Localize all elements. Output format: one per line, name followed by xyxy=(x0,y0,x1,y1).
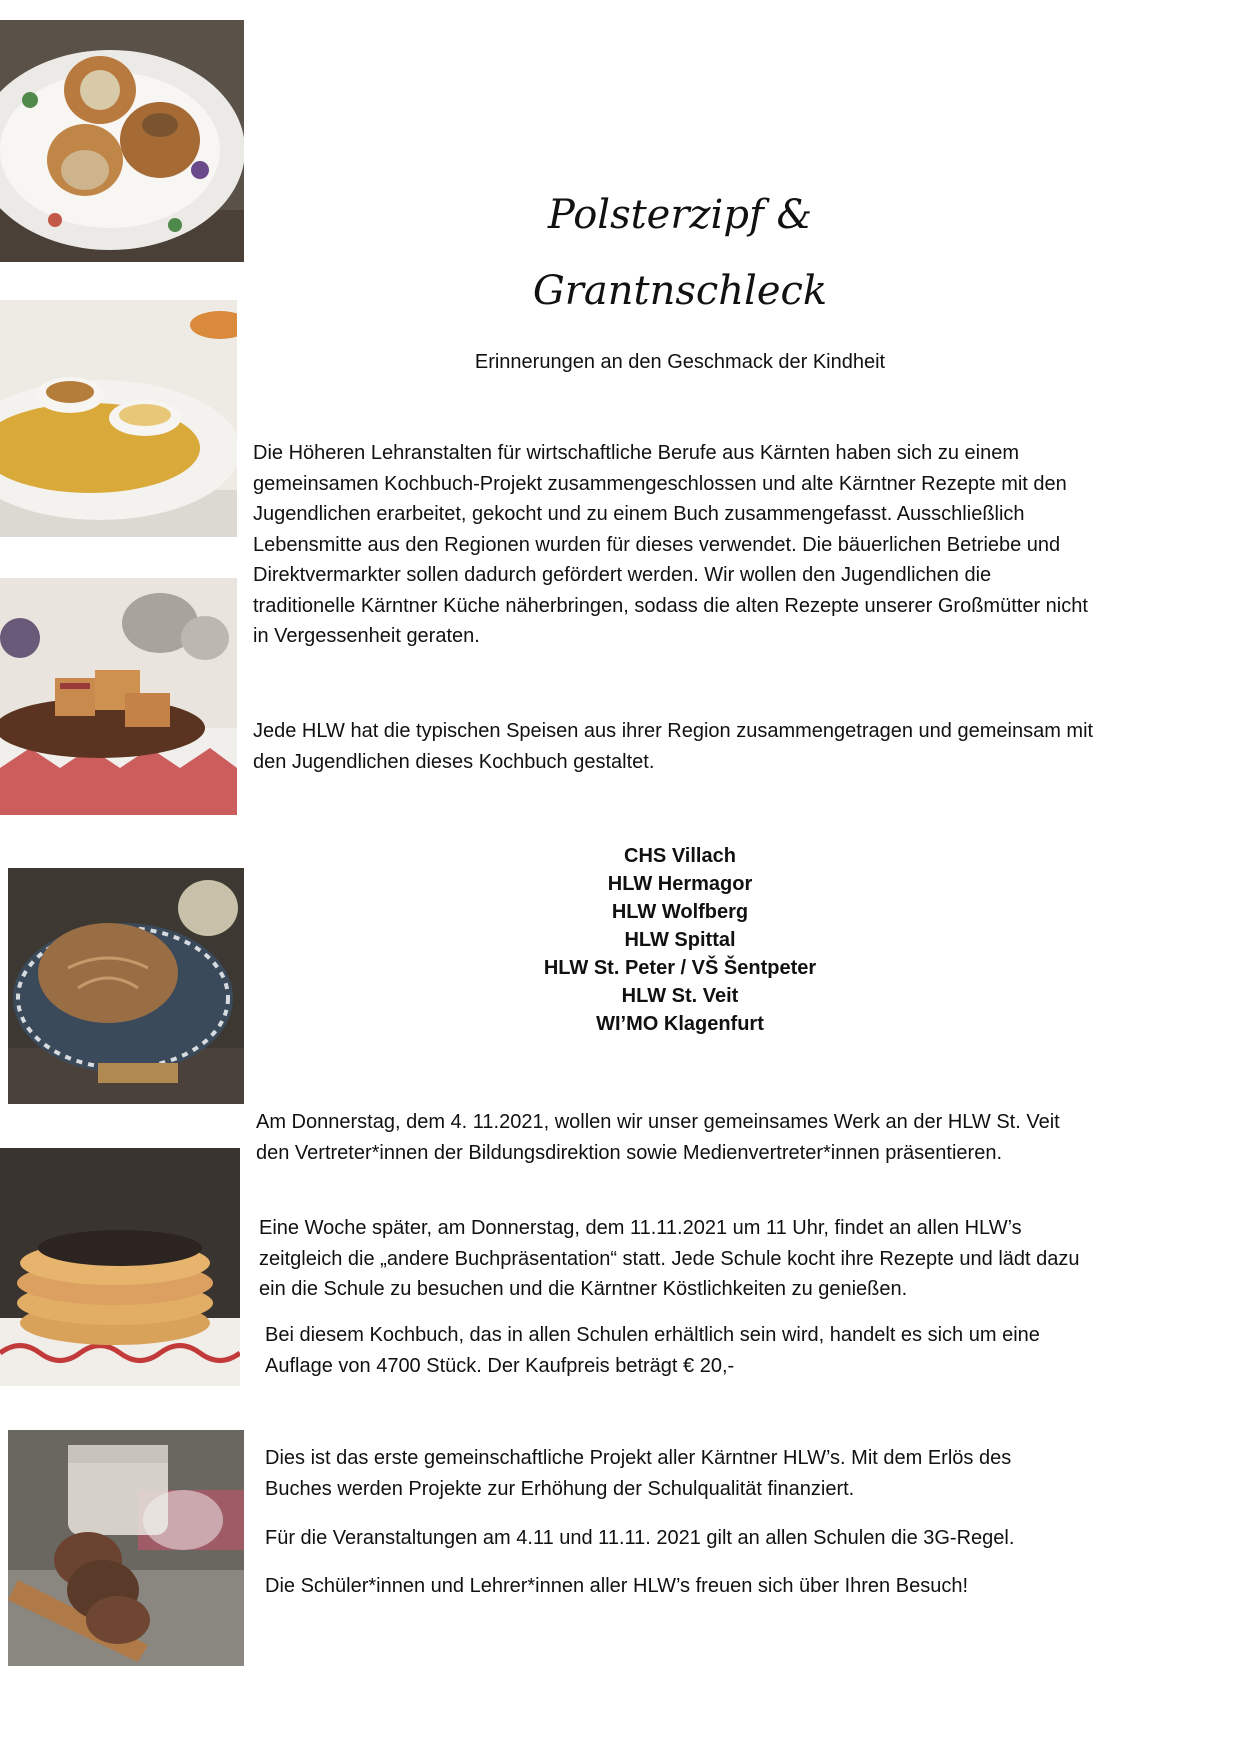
school-item: HLW Spittal xyxy=(624,929,736,951)
pastry-plate-photo xyxy=(0,20,244,262)
pancakes-photo xyxy=(0,1148,240,1386)
cake-squares-photo xyxy=(0,578,237,815)
bread-basket-photo xyxy=(8,868,244,1104)
sausage-jar-photo xyxy=(8,1430,244,1666)
school-item: HLW St. Veit xyxy=(621,985,739,1007)
thanks-paragraph: Die Schüler*innen und Lehrer*innen aller HLW’s freuen sich über Ihren Besuch! xyxy=(265,1575,968,1597)
school-list xyxy=(500,842,860,1038)
project-paragraph: Dies ist das erste gemeinschaftliche Projekt aller Kärntner HLW’s. Mit dem Erlös des Buches werden Projekte zur Erhöhung der Schulqualität finanziert. xyxy=(265,1447,1012,1500)
3g-rule-paragraph: Für die Veranstaltungen am 4.11 und 11.11. 2021 gilt an allen Schulen die 3G-Regel. xyxy=(265,1527,1015,1549)
school-item: CHS Villach xyxy=(624,845,736,867)
school-item: HLW Hermagor xyxy=(607,873,753,895)
title-line-2: Grantnschleck xyxy=(532,268,828,314)
school-item: HLW St. Peter / VŠ Šentpeter xyxy=(543,957,817,979)
presentation-paragraph: Am Donnerstag, dem 4. 11.2021, wollen wir unser gemeinsames Werk an der HLW St. Veit den Vertreter*innen der Bildungsdirektion sowie Medienvertreter*innen präsentieren. xyxy=(256,1111,1060,1164)
school-item: HLW Wolfberg xyxy=(611,901,749,923)
price-paragraph: Bei diesem Kochbuch, das in allen Schulen erhältlich sein wird, handelt es sich um eine Auflage von 4700 Stück. Der Kaufpreis beträgt € 20,- xyxy=(265,1324,1040,1377)
region-paragraph: Jede HLW hat die typischen Speisen aus ihrer Region zusammengetragen und gemeinsam mit den Jugendlichen dieses Kochbuch gestaltet. xyxy=(253,720,1094,773)
subtitle: Erinnerungen an den Geschmack der Kindheit xyxy=(474,351,886,373)
soup-bowl-photo xyxy=(0,300,237,537)
school-item: WI’MO Klagenfurt xyxy=(596,1013,764,1035)
intro-paragraph: Die Höheren Lehranstalten für wirtschaftliche Berufe aus Kärnten haben sich zu einem gemeinsamen Kochbuch-Projekt zusammengeschlossen und alte Kärntner Rezepte mit den Jugendlichen erarbeitet, gekocht und zu einem Buch zusammengefasst. Ausschließlich Lebensmitte aus den Regionen wurden für dieses verwendet. Die bäuerlichen Betriebe und Direktvermarkter sollen dadurch gefördert werden. Wir wollen den Jugendlichen die traditionelle Kärntner Küche näherbringen, sodass die alten Rezepte unserer Großmütter nicht in Vergessenheit geraten. xyxy=(253,442,1088,647)
week-later-paragraph: Eine Woche später, am Donnerstag, dem 11.11.2021 um 11 Uhr, findet an allen HLW’s zeitgleich die „andere Buchpräsentation“ statt. Jede Schule kocht ihre Rezepte und lädt dazu ein die Schule zu besuchen und die Kärntner Köstlichkeiten zu genießen. xyxy=(259,1217,1080,1300)
title-line-1: Polsterzipf & xyxy=(547,192,813,238)
